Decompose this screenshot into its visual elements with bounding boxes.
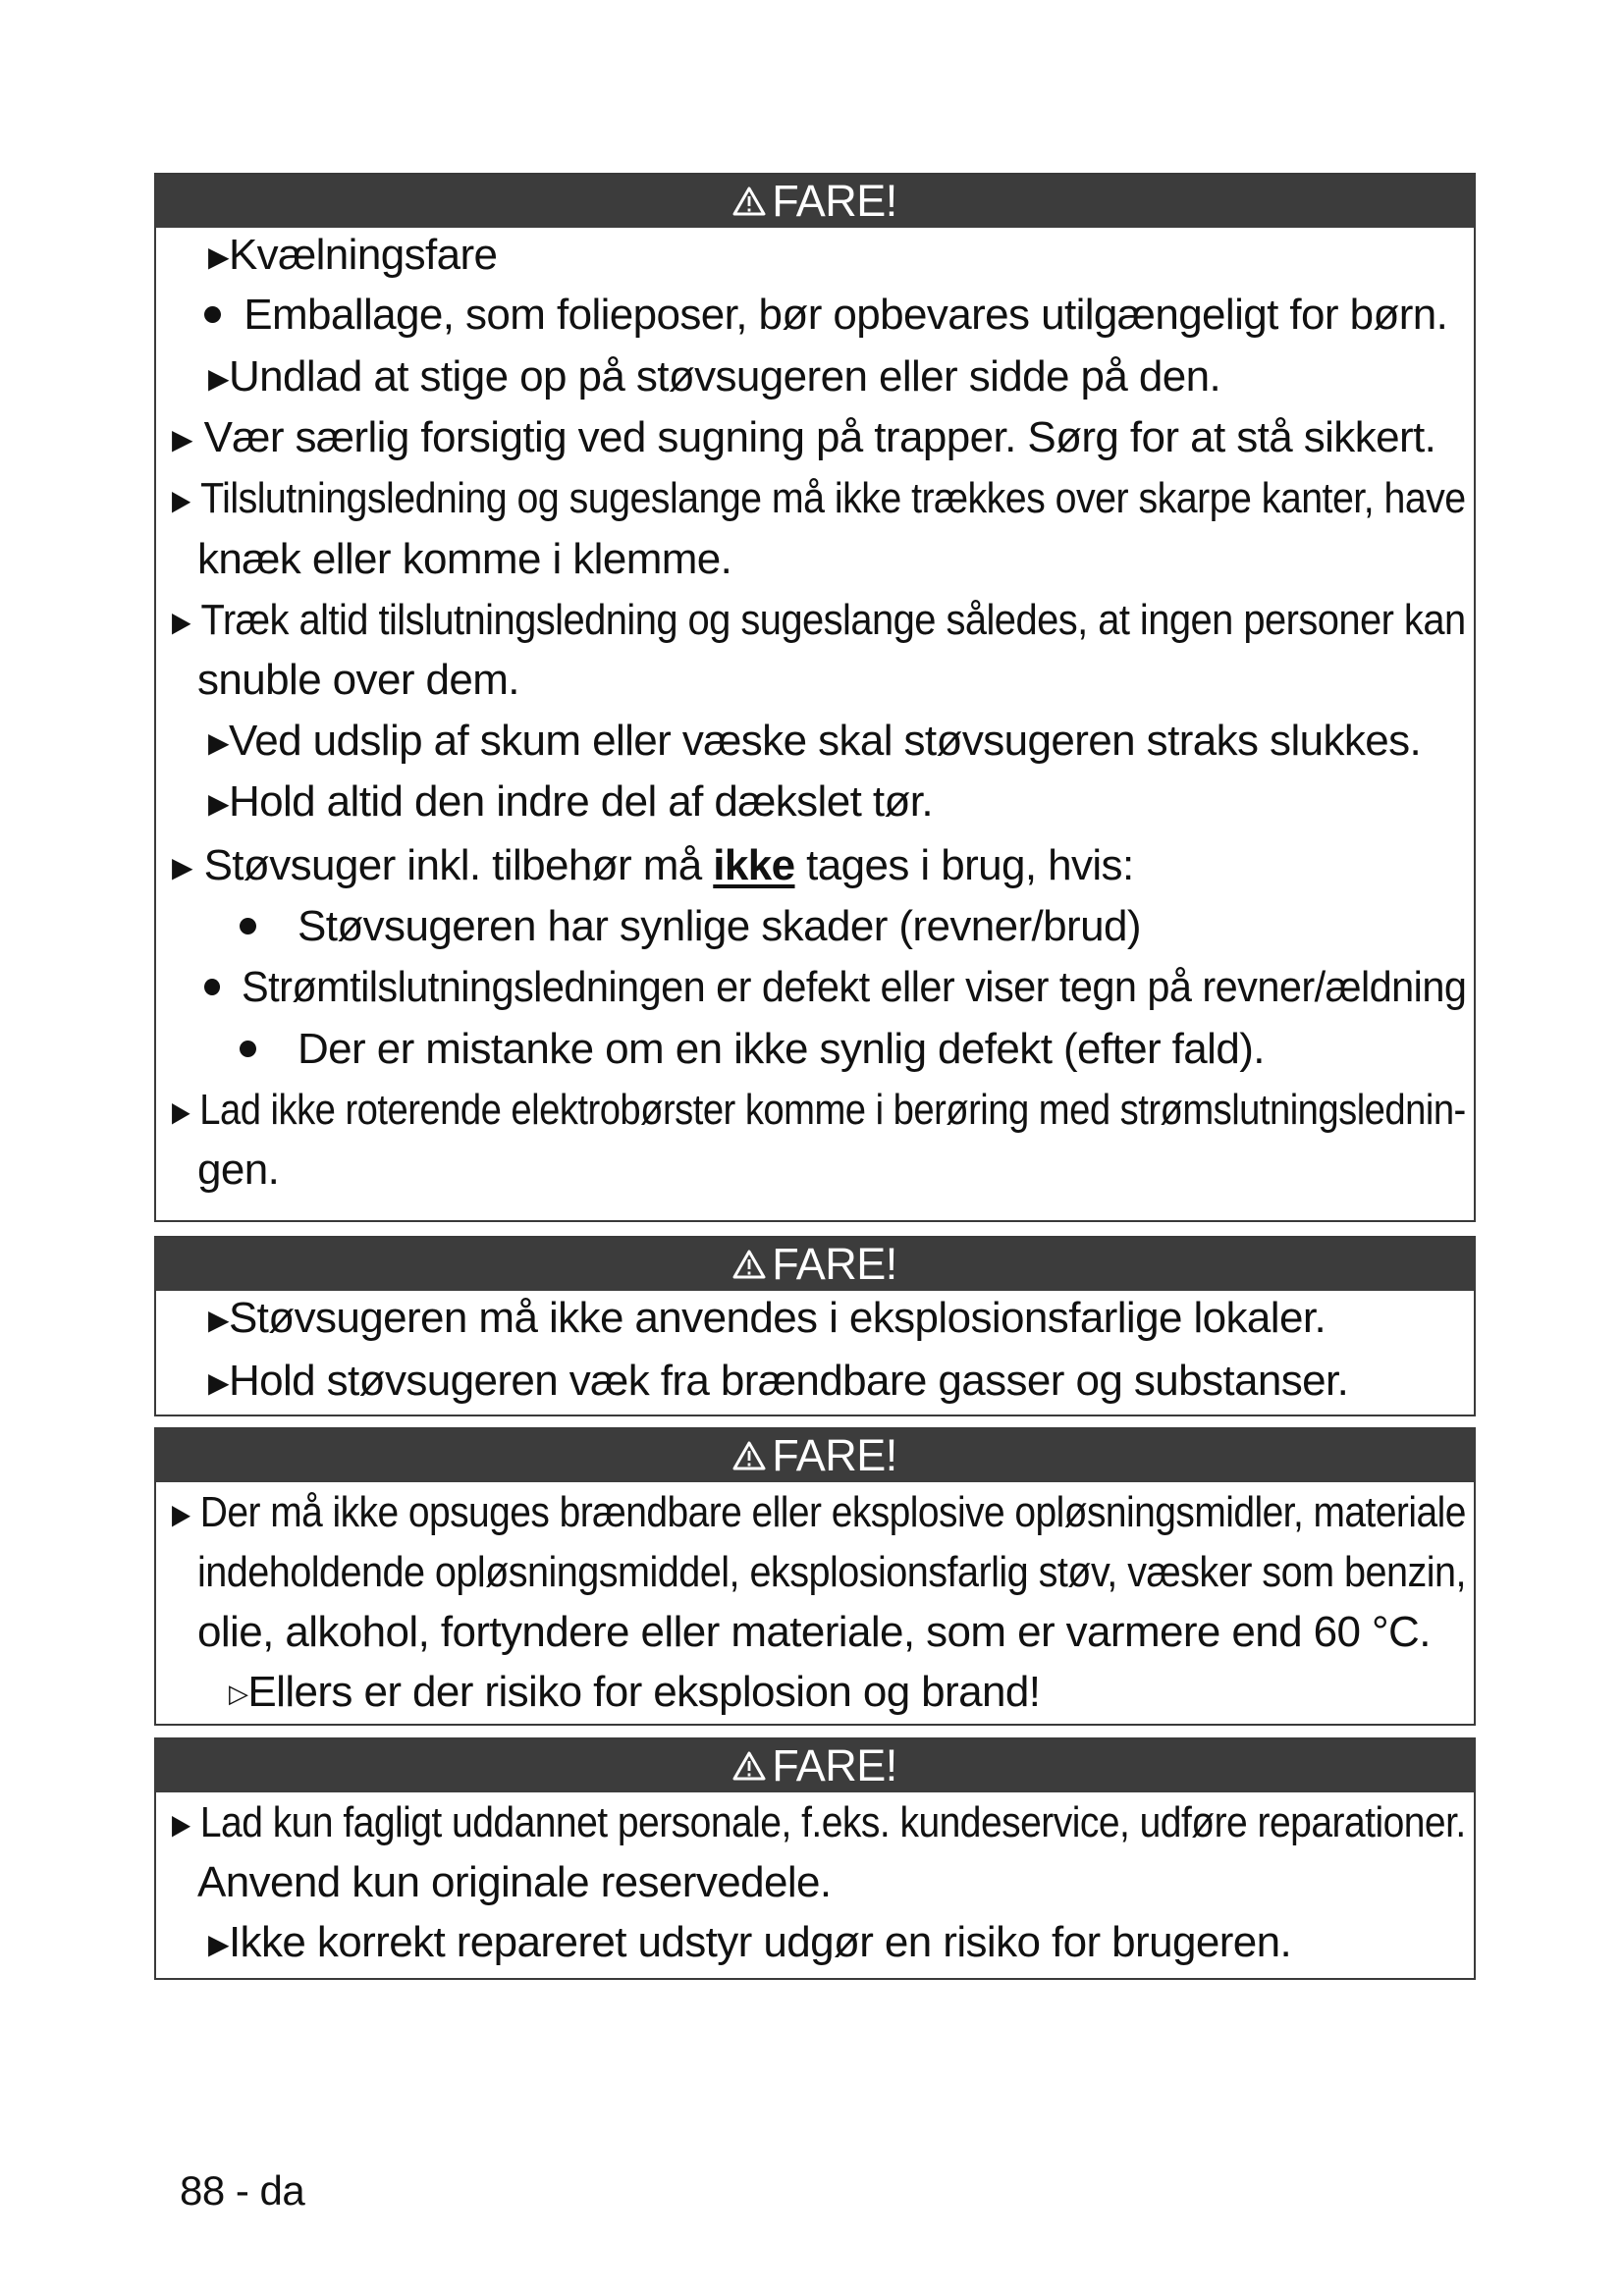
triangle-bullet-icon: ▶ bbox=[208, 727, 229, 758]
warning-box-title: FARE! bbox=[772, 1430, 897, 1480]
triangle-bullet-icon: ▶ bbox=[172, 485, 190, 515]
bullet-dot-icon bbox=[204, 979, 220, 995]
list-item: Emballage, som folieposer, bør opbevares utilgængeligt for børn. bbox=[204, 291, 1447, 340]
list-item: ▶Hold støvsugeren væk fra brændbare gasser og substanser. bbox=[208, 1357, 1348, 1408]
warning-box-4 bbox=[154, 1737, 1476, 1980]
list-item-continuation: Anvend kun originale reservedele. bbox=[197, 1858, 832, 1906]
warning-triangle-icon bbox=[732, 1751, 766, 1781]
triangle-bullet-icon: ▶ bbox=[172, 1809, 190, 1840]
list-item: ▶ Støvsuger inkl. tilbehør må ikke tages i brug, hvis: bbox=[172, 841, 1134, 892]
triangle-bullet-icon: ▶ bbox=[208, 1929, 229, 1959]
triangle-bullet-icon: ▶ bbox=[172, 852, 192, 882]
warning-triangle-icon bbox=[732, 187, 766, 216]
triangle-bullet-icon: ▶ bbox=[172, 424, 192, 454]
list-item: ▶ Træk altid tilslutningsledning og sugeslange således, at ingen personer kan bbox=[172, 596, 1466, 647]
list-item: Der er mistanke om en ikke synlig defekt (efter fald). bbox=[240, 1025, 1265, 1074]
warning-box-3 bbox=[154, 1427, 1476, 1726]
triangle-bullet-icon: ▶ bbox=[172, 1096, 190, 1127]
bullet-dot-icon bbox=[240, 918, 256, 934]
list-item: Strømtilslutningsledningen er defekt eller viser tegn på revner/ældning bbox=[204, 963, 1466, 1012]
warning-box-header bbox=[156, 175, 1474, 228]
list-item-continuation: indeholdende opløsningsmiddel, eksplosionsfarlig støv, væsker som benzin, bbox=[197, 1548, 1466, 1596]
list-item: ▶ Vær særlig forsigtig ved sugning på trapper. Sørg for at stå sikkert. bbox=[172, 413, 1435, 464]
warning-triangle-icon bbox=[732, 1250, 766, 1279]
list-item: ▶ Tilslutningsledning og sugeslange må ikke trækkes over skarpe kanter, have bbox=[172, 474, 1466, 525]
list-item-continuation: knæk eller komme i klemme. bbox=[197, 535, 732, 583]
warning-box-1 bbox=[154, 173, 1476, 1222]
warning-box-title: FARE! bbox=[772, 1239, 897, 1289]
list-item: ▶Ikke korrekt repareret udstyr udgør en risiko for brugeren. bbox=[208, 1918, 1291, 1969]
list-item: ▶Kvælningsfare bbox=[208, 231, 497, 282]
triangle-bullet-icon: ▶ bbox=[208, 788, 229, 819]
warning-box-title: FARE! bbox=[772, 176, 897, 226]
triangle-bullet-icon: ▶ bbox=[172, 1499, 190, 1529]
triangle-bullet-icon: ▶ bbox=[172, 607, 190, 637]
warning-box-header bbox=[156, 1238, 1474, 1291]
list-item: ▶ Lad kun fagligt uddannet personale, f.eks. kundeservice, udføre reparationer. bbox=[172, 1798, 1466, 1849]
list-item-continuation: gen. bbox=[197, 1146, 280, 1194]
warning-box-title: FARE! bbox=[772, 1740, 897, 1790]
triangle-bullet-icon: ▶ bbox=[208, 1305, 229, 1335]
list-item: ▶Støvsugeren må ikke anvendes i eksplosionsfarlige lokaler. bbox=[208, 1294, 1326, 1345]
warning-box-header bbox=[156, 1739, 1474, 1792]
list-item: ▷Ellers er der risiko for eksplosion og brand! bbox=[229, 1668, 1041, 1716]
outline-triangle-bullet-icon: ▷ bbox=[229, 1679, 248, 1708]
emphasis-ikke: ikke bbox=[713, 841, 795, 889]
list-item: ▶ Lad ikke roterende elektrobørster komme i berøring med strømslutningslednin- bbox=[172, 1086, 1466, 1137]
list-item: ▶Undlad at stige op på støvsugeren eller sidde på den. bbox=[208, 352, 1220, 403]
triangle-bullet-icon: ▶ bbox=[208, 241, 229, 272]
triangle-bullet-icon: ▶ bbox=[208, 363, 229, 394]
list-item-continuation: olie, alkohol, fortyndere eller materiale, som er varmere end 60 °C. bbox=[197, 1608, 1431, 1656]
list-item: ▶Hold altid den indre del af dækslet tør. bbox=[208, 777, 933, 828]
list-item: ▶ Der må ikke opsuges brændbare eller eksplosive opløsningsmidler, materiale bbox=[172, 1488, 1466, 1539]
list-item: Støvsugeren har synlige skader (revner/brud) bbox=[240, 902, 1141, 951]
warning-triangle-icon bbox=[732, 1441, 766, 1470]
list-item-continuation: snuble over dem. bbox=[197, 656, 519, 704]
page-number: 88 - da bbox=[180, 2167, 305, 2214]
triangle-bullet-icon: ▶ bbox=[208, 1367, 229, 1398]
bullet-dot-icon bbox=[240, 1041, 256, 1057]
warning-box-header bbox=[156, 1429, 1474, 1482]
bullet-dot-icon bbox=[204, 306, 221, 323]
warning-box-2 bbox=[154, 1236, 1476, 1416]
list-item: ▶Ved udslip af skum eller væske skal støvsugeren straks slukkes. bbox=[208, 717, 1421, 768]
